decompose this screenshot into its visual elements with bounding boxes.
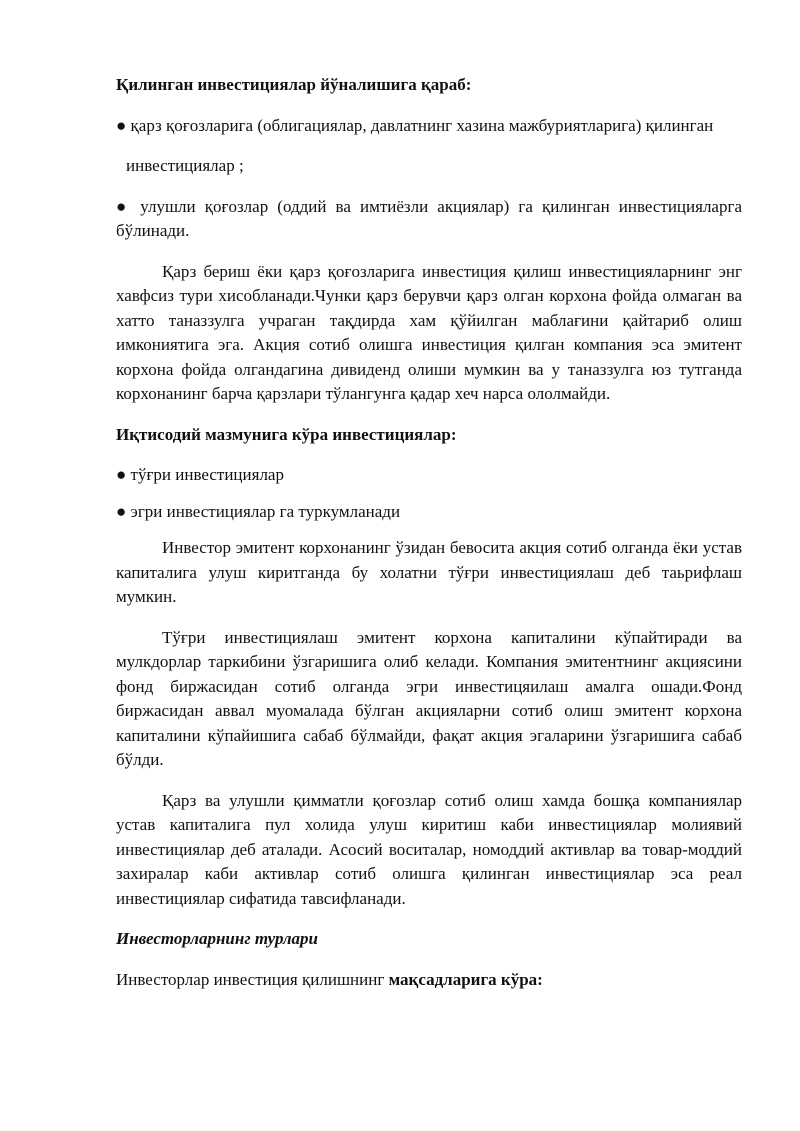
heading-investor-types: Инвесторларнинг турлари xyxy=(116,929,318,948)
paragraph-financial-real-investments: Қарз ва улушли қимматли қоғозлар сотиб олиш хамда бошқа компаниялар устав капиталига пул холида улуш киритиш каби инвестициялар молиявий инвестициялар деб аталади. Асосий воситалар, номоддий активлар ва товар-моддий захиралар каби активлар сотиб олишга қилинган инвестициялар эса реал инвестициялар сифатида тавсифланади. xyxy=(116,790,742,908)
bullet-debt-securities-continuation: инвестициялар ; xyxy=(126,156,244,175)
investor-purpose-bold-text: мақсадларига кўра: xyxy=(388,969,543,989)
bullet-debt-securities-text: ● қарз қоғозларига (облигациялар, давлатнинг хазина мажбуриятларига) қилинган xyxy=(116,115,714,135)
heading-investment-direction: Қилинган инвестициялар йўналишига қараб: xyxy=(116,75,472,94)
bullet-equity-securities: ● улушли қоғозлар (оддий ва имтиёзли акциялар) га қилинган инвестицияларга бўлинади. xyxy=(116,196,742,240)
paragraph-direct-investment-definition: Инвестор эмитент корхонанинг ўзидан бевосита акция сотиб олганда ёки устав капиталига улуш киритганда бу холатни тўғри инвестициялаш деб таьрифлаш мумкин. xyxy=(116,538,742,606)
bullet-debt-securities xyxy=(116,114,742,139)
heading-economic-content: Иқтисодий мазмунига кўра инвестициялар: xyxy=(116,424,457,444)
bullet-direct-investments: ● тўғри инвестициялар xyxy=(116,465,284,484)
paragraph-debt-safety: Қарз бериш ёки қарз қоғозларига инвестиция қилиш инвестицияларнинг энг хавфсиз тури хисобланади.Чунки қарз берувчи қарз олган корхона фойда олмаган ва хатто таназзулга учраган тақдирда хам қўйилган маблағини қайтариб олиш имкониятига эга. Акция сотиб олишга инвестиция қилган компания эса эмитент корхона фойда олгандагина дивиденд олиши мумкин ва у таназзулга юз тутганда корхонанинг барча қарзлари тўлангунга қадар хеч нарса ололмайди. xyxy=(116,261,742,403)
investor-purpose-line xyxy=(116,968,742,993)
paragraph-direct-vs-indirect: Тўғри инвестициялаш эмитент корхона капиталини кўпайтиради ва мулкдорлар таркибини ўзгаришига олиб келади. Компания эмитентнинг акциясини фонд биржасидан сотиб олганда эгри инвестицяилаш амалга ошади.Фонд биржасидан аввал муомалада бўлган акцияларни сотиб олиш эмитент корхона капиталини кўпайишига сабаб бўлмайди, фақат акция эгаларини ўзгаришига сабаб бўлди. xyxy=(116,627,742,769)
document-page xyxy=(116,73,742,992)
bullet-indirect-investments: ● эгри инвестициялар га туркумланади xyxy=(116,501,401,521)
investor-purpose-text: Инвесторлар инвестиция қилишнинг xyxy=(116,969,389,989)
